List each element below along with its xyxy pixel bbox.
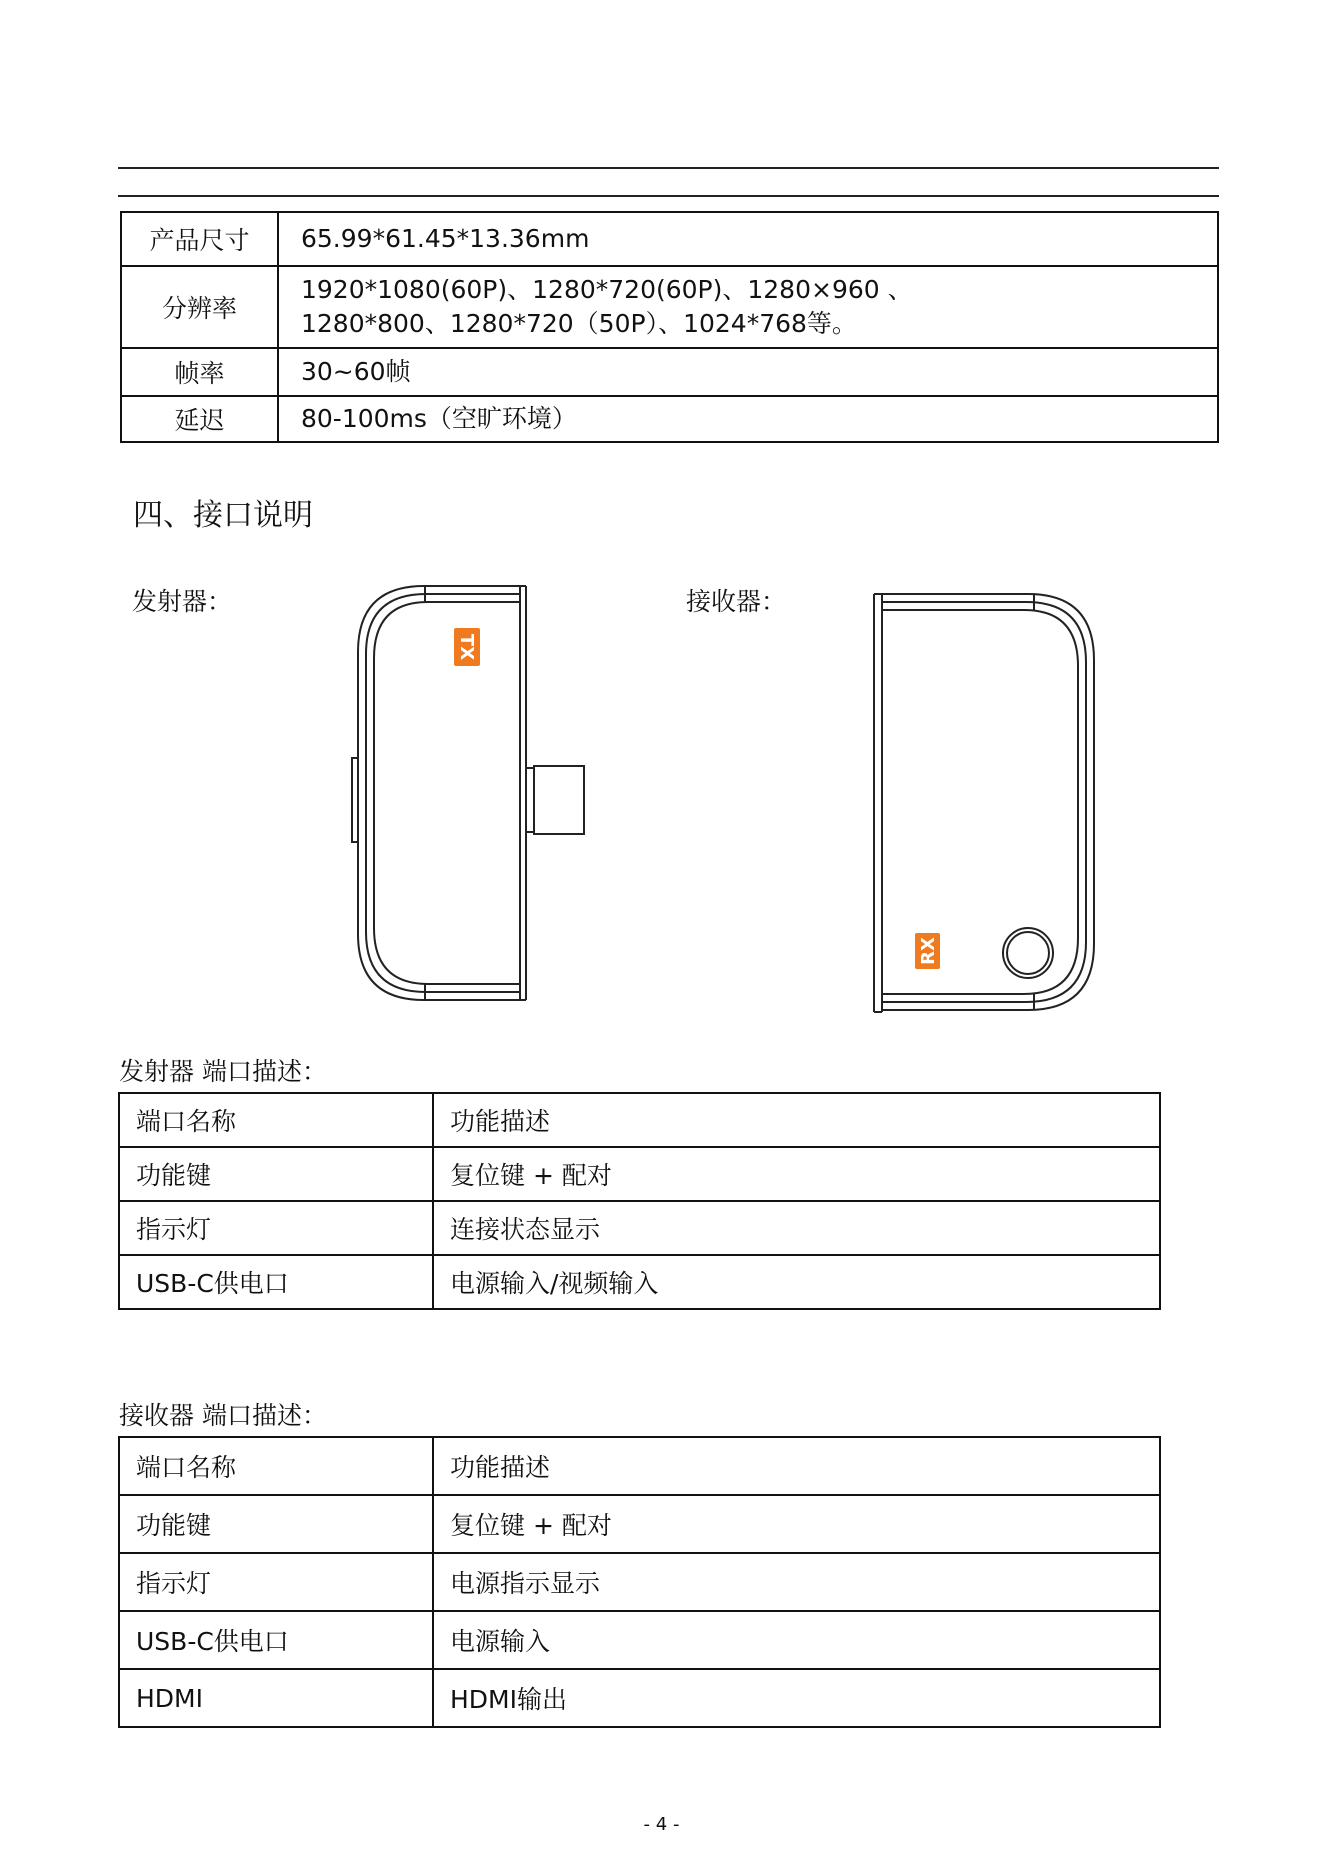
header-rule-top	[118, 167, 1219, 169]
spec-key: 分辨率	[121, 266, 278, 348]
header-cell: 功能描述	[433, 1093, 1160, 1147]
port-name: 功能键	[119, 1495, 433, 1553]
spec-key: 延迟	[121, 396, 278, 442]
receiver-diagram	[868, 586, 1108, 1016]
table-row	[119, 1611, 1160, 1669]
page-number: - 4 -	[643, 1814, 680, 1835]
header-cell: 端口名称	[119, 1093, 433, 1147]
tx-ports-table	[118, 1092, 1161, 1310]
spec-value: 65.99*61.45*13.36mm	[278, 212, 1218, 266]
table-row	[121, 266, 1218, 348]
tx-badge-text: TX	[456, 633, 477, 661]
tx-ports-caption: 发射器 端口描述：	[119, 1057, 327, 1086]
port-desc: 电源输入	[433, 1611, 1160, 1669]
header-rule-bottom	[118, 195, 1219, 197]
receiver-label: 接收器：	[686, 587, 787, 616]
transmitter-diagram	[350, 580, 590, 1020]
port-name: 指示灯	[119, 1201, 433, 1255]
port-desc: 连接状态显示	[433, 1201, 1160, 1255]
port-desc: HDMI输出	[433, 1669, 1160, 1727]
table-row	[119, 1669, 1160, 1727]
port-desc: 电源输入/视频输入	[433, 1255, 1160, 1309]
port-name: 指示灯	[119, 1553, 433, 1611]
spec-table	[120, 211, 1219, 443]
port-name: USB-C供电口	[119, 1611, 433, 1669]
header-cell: 端口名称	[119, 1437, 433, 1495]
table-row	[119, 1255, 1160, 1309]
table-row	[119, 1495, 1160, 1553]
rx-ports-table	[118, 1436, 1161, 1728]
table-row	[121, 396, 1218, 442]
spec-value: 1920*1080(60P)、1280*720(60P)、1280×960 、 1280*800、1280*720（50P）、1024*768等。	[278, 266, 1218, 348]
table-row	[121, 348, 1218, 396]
port-desc: 复位键 + 配对	[433, 1147, 1160, 1201]
port-desc: 复位键 + 配对	[433, 1495, 1160, 1553]
table-row	[119, 1093, 1160, 1147]
table-row	[119, 1437, 1160, 1495]
port-name: USB-C供电口	[119, 1255, 433, 1309]
transmitter-label: 发射器：	[132, 587, 233, 616]
table-row	[121, 212, 1218, 266]
table-row	[119, 1553, 1160, 1611]
port-desc: 电源指示显示	[433, 1553, 1160, 1611]
table-row	[119, 1201, 1160, 1255]
rx-badge-text: RX	[918, 937, 939, 965]
table-row	[119, 1147, 1160, 1201]
header-cell: 功能描述	[433, 1437, 1160, 1495]
spec-value: 30~60帧	[278, 348, 1218, 396]
section-heading: 四、接口说明	[133, 498, 313, 533]
rx-ports-caption: 接收器 端口描述：	[119, 1401, 327, 1430]
port-name: HDMI	[119, 1669, 433, 1727]
port-name: 功能键	[119, 1147, 433, 1201]
spec-key: 帧率	[121, 348, 278, 396]
spec-value: 80-100ms（空旷环境）	[278, 396, 1218, 442]
spec-key: 产品尺寸	[121, 212, 278, 266]
